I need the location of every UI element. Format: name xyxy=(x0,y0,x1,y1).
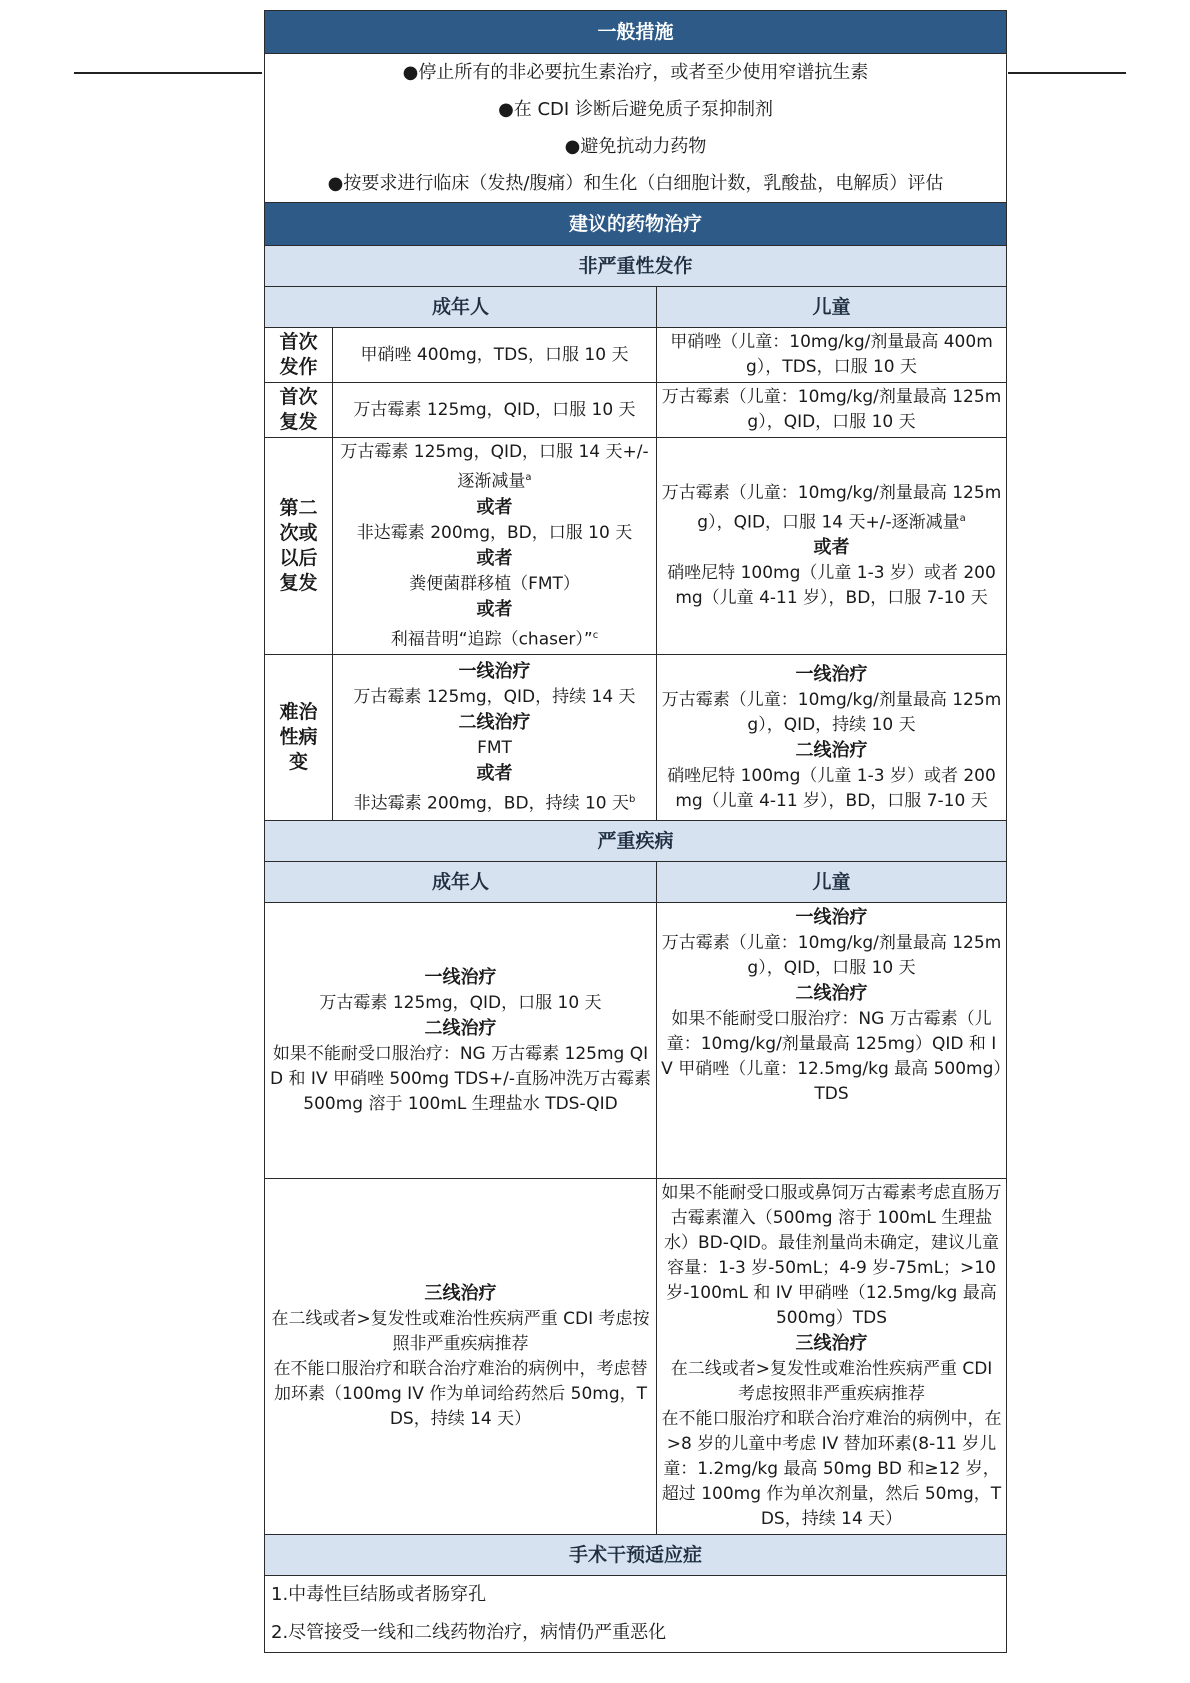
severe-block1-child xyxy=(657,903,1007,1179)
regimen-text: 在不能口服治疗和联合治疗难治的病例中，在>8 岁的儿童中考虑 IV 替加环素(8-11 岁儿童：1.2mg/kg 最高 50mg BD 和≥12 岁，超过 100mg 作为单次剂量，然后 50mg，TDS，持续 14 天） xyxy=(661,1409,1002,1530)
footnote-mark: a xyxy=(525,472,532,483)
line-heading: 一线治疗 xyxy=(458,660,531,682)
footnote-mark: b xyxy=(629,793,636,805)
regimen-text: 非达霉素 200mg，BD，持续 10 天 xyxy=(353,793,630,814)
regimen-text: 在二线或者>复发性或难治性疾病严重 CDI 考虑按照非严重疾病推荐 xyxy=(670,1359,993,1405)
severe-header: 严重疾病 xyxy=(265,821,1007,862)
nonsevere-header: 非严重性发作 xyxy=(265,246,1007,287)
line-heading: 二线治疗 xyxy=(795,983,868,1005)
regimen-text: 粪便菌群移植（FMT） xyxy=(409,573,580,594)
line-heading: 三线治疗 xyxy=(424,1283,497,1305)
nonsevere-adult-col-header: 成年人 xyxy=(265,287,657,328)
regimen-text: 如果不能耐受口服治疗：NG 万古霉素 125mg QID 和 IV 甲硝唑 500mg TDS+/-直肠冲洗万古霉素 500mg 溶于 100mL 生理盐水 TDS-QID xyxy=(270,1043,651,1114)
surgery-item: 2.尽管接受一线和二线药物治疗，病情仍严重恶化 xyxy=(271,1622,667,1644)
general-measures-header: 一般措施 xyxy=(265,11,1007,54)
refractory-adult xyxy=(333,655,657,821)
line-heading: 二线治疗 xyxy=(424,1017,497,1039)
line-heading: 二线治疗 xyxy=(795,739,868,761)
regimen-text: 万古霉素（儿童：10mg/kg/剂量最高 125mg），QID，持续 10 天 xyxy=(661,689,1002,735)
regimen-text: 如果不能耐受口服或鼻饲万古霉素考虑直肠万古霉素灌入（500mg 溶于 100mL 生理盐水）BD-QID。最佳剂量尚未确定，建议儿童容量：1-3 岁-50mL；4-9 岁-75mL；>10 岁-100mL 和 IV 甲硝唑（12.5mg/kg 最高 500mg）TDS xyxy=(661,1183,1002,1329)
surgery-list xyxy=(265,1576,1007,1653)
regimen-text: 硝唑尼特 100mg（儿童 1-3 岁）或者 200mg（儿童 4-11 岁），BD，口服 7-10 天 xyxy=(667,563,996,609)
label-line: 发作 xyxy=(279,356,318,378)
drug-treatment-header: 建议的药物治疗 xyxy=(265,203,1007,246)
first-episode-adult: 甲硝唑 400mg，TDS，口服 10 天 xyxy=(333,328,657,383)
line-heading: 一线治疗 xyxy=(424,966,497,988)
regimen-text: 万古霉素 125mg，QID，口服 14 天+/-逐渐减量 xyxy=(340,442,649,492)
regimen-text: 在不能口服治疗和联合治疗难治的病例中，考虑替加环素（100mg IV 作为单词给药然后 50mg，TDS，持续 14 天） xyxy=(273,1359,648,1430)
row-label-refractory: 难治性病变 xyxy=(265,655,333,821)
general-measures-list xyxy=(265,54,1007,203)
first-episode-child: 甲硝唑（儿童：10mg/kg/剂量最高 400mg），TDS，口服 10 天 xyxy=(657,328,1007,383)
footnote-mark: a xyxy=(959,512,966,524)
footnote-mark: c xyxy=(592,629,599,641)
or-separator: 或者 xyxy=(476,496,513,518)
or-separator: 或者 xyxy=(476,547,513,569)
regimen-text: 万古霉素 125mg，QID，口服 10 天 xyxy=(319,992,602,1013)
general-item: ●避免抗动力药物 xyxy=(564,136,707,157)
surgery-item: 1.中毒性巨结肠或者肠穿孔 xyxy=(271,1584,487,1606)
regimen-text: 硝唑尼特 100mg（儿童 1-3 岁）或者 200mg（儿童 4-11 岁），BD，口服 7-10 天 xyxy=(667,765,996,811)
general-item: ●在 CDI 诊断后避免质子泵抑制剂 xyxy=(498,99,773,120)
right-rule xyxy=(1008,72,1126,74)
treatment-table xyxy=(264,10,1007,1653)
label-line: 首次 xyxy=(279,386,318,408)
refractory-child xyxy=(657,655,1007,821)
row-label-first-episode xyxy=(265,328,333,383)
line-heading: 三线治疗 xyxy=(795,1333,868,1355)
label-line: 复发 xyxy=(279,411,318,433)
regimen-text: 万古霉素（儿童：10mg/kg/剂量最高 125mg），QID，口服 14 天+/-逐渐减量 xyxy=(661,482,1002,533)
line-heading: 二线治疗 xyxy=(458,711,531,733)
regimen-text: FMT xyxy=(477,737,512,758)
regimen-text: 利福昔明“追踪（chaser）” xyxy=(390,629,593,650)
general-item: ●按要求进行临床（发热/腹痛）和生化（白细胞计数，乳酸盐，电解质）评估 xyxy=(327,173,944,194)
regimen-text: 非达霉素 200mg，BD，口服 10 天 xyxy=(356,522,633,543)
regimen-text: 万古霉素 125mg，QID，持续 14 天 xyxy=(353,686,636,707)
severe-child-col-header: 儿童 xyxy=(657,862,1007,903)
regimen-text: 万古霉素（儿童：10mg/kg/剂量最高 125mg），QID，口服 10 天 xyxy=(661,933,1002,979)
severe-block2-adult xyxy=(265,1179,657,1535)
second-recurrence-adult xyxy=(333,438,657,655)
first-recurrence-adult: 万古霉素 125mg，QID，口服 10 天 xyxy=(333,383,657,438)
row-label-second-recurrence: 第二次或以后复发 xyxy=(265,438,333,655)
severe-adult-col-header: 成年人 xyxy=(265,862,657,903)
first-recurrence-child: 万古霉素（儿童：10mg/kg/剂量最高 125mg），QID，口服 10 天 xyxy=(657,383,1007,438)
regimen-text: 如果不能耐受口服治疗：NG 万古霉素（儿童：10mg/kg/剂量最高 125mg）QID 和 IV 甲硝唑（儿童：12.5mg/kg 最高 500mg）TDS xyxy=(661,1009,1002,1105)
or-separator: 或者 xyxy=(476,762,513,784)
surgery-header: 手术干预适应症 xyxy=(265,1535,1007,1576)
line-heading: 一线治疗 xyxy=(795,663,868,685)
or-separator: 或者 xyxy=(476,598,513,620)
second-recurrence-child xyxy=(657,438,1007,655)
severe-block1-adult xyxy=(265,903,657,1179)
severe-block2-child xyxy=(657,1179,1007,1535)
row-label-first-recurrence xyxy=(265,383,333,438)
or-separator: 或者 xyxy=(813,537,850,559)
line-heading: 一线治疗 xyxy=(795,907,868,929)
left-rule xyxy=(74,72,262,74)
label-line: 首次 xyxy=(279,331,318,353)
nonsevere-child-col-header: 儿童 xyxy=(657,287,1007,328)
regimen-text: 在二线或者>复发性或难治性疾病严重 CDI 考虑按照非严重疾病推荐 xyxy=(271,1309,650,1355)
general-item: ●停止所有的非必要抗生素治疗，或者至少使用窄谱抗生素 xyxy=(402,62,869,83)
